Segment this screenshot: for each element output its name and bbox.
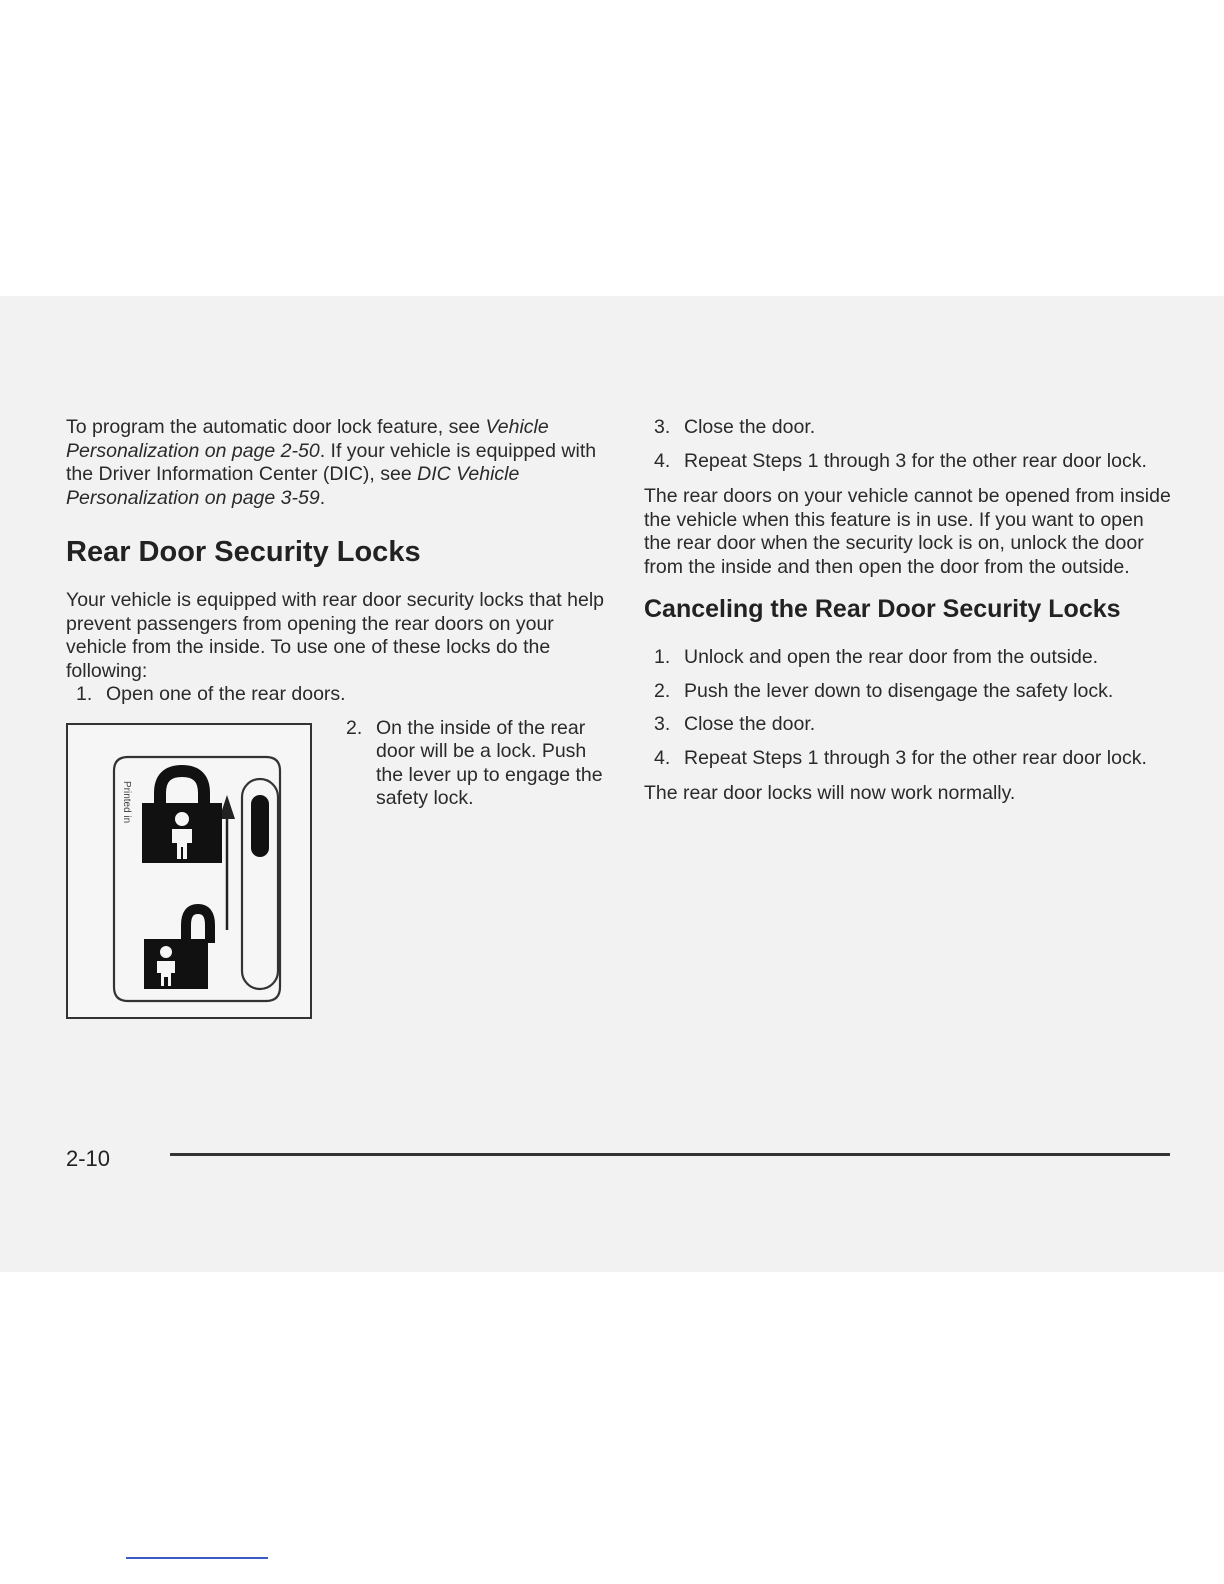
- step-item: [346, 717, 606, 811]
- step-text: Open one of the rear doors.: [106, 683, 346, 705]
- step-item: [644, 646, 1174, 670]
- step-number: 2.: [346, 716, 363, 739]
- step-text: Push the lever down to disengage the safety lock.: [684, 679, 1114, 702]
- intro-paragraph: [66, 416, 606, 510]
- vehicle-personalization-reference[interactable]: Vehicle Personalization on page 2-50: [66, 416, 549, 462]
- section-heading-rear-door-security-locks: Rear Door Security Locks: [66, 536, 421, 568]
- child-lock-diagram: [68, 725, 310, 1017]
- page-number: 2-10: [66, 1146, 111, 1171]
- step-text: Close the door.: [684, 713, 816, 735]
- lever-knob: [251, 795, 269, 857]
- right-column: [644, 416, 1174, 806]
- normal-operation-note: The rear door locks will now work normally.: [644, 782, 1016, 804]
- step-number: 4.: [654, 449, 671, 472]
- step-list: [644, 416, 1174, 473]
- intro-text-end: .: [319, 486, 326, 509]
- dic-personalization-reference[interactable]: DIC Vehicle Personalization on page 3-59: [66, 463, 520, 509]
- step-item: [644, 680, 1174, 704]
- step-item: [66, 683, 606, 707]
- step-number: 1.: [654, 646, 671, 668]
- step-item: [644, 747, 1174, 771]
- step-number: 3.: [654, 416, 671, 438]
- printed-in-caption: Printed in: [121, 780, 132, 823]
- locked-padlock-icon: [142, 771, 222, 863]
- step-item: [644, 450, 1174, 474]
- step-text: Unlock and open the rear door from the outside.: [684, 646, 1099, 668]
- step-number: 1.: [76, 683, 93, 705]
- step-text: On the inside of the rear door will be a lock. Push the lever up to engage the safety lock.: [376, 716, 603, 809]
- child-lock-illustration: [66, 723, 312, 1019]
- step-number: 2.: [654, 679, 671, 702]
- step-list: [66, 683, 606, 707]
- step-text: Repeat Steps 1 through 3 for the other rear door lock.: [684, 449, 1147, 472]
- section-heading-canceling-locks: Canceling the Rear Door Security Locks: [644, 595, 1121, 623]
- left-column: [66, 416, 606, 1027]
- step-number: 4.: [654, 746, 671, 769]
- intro-text-middle: . If your vehicle is equipped with the Driver Information Center (DIC), see: [66, 439, 597, 485]
- link-underline[interactable]: [126, 1557, 268, 1559]
- step-item: [644, 416, 1174, 440]
- footer-divider: [170, 1153, 1170, 1156]
- section-intro-paragraph: Your vehicle is equipped with rear door security locks that help prevent passengers from opening the rear doors on your vehicle from the inside. To use one of these locks do the following:: [66, 589, 604, 682]
- security-lock-note: The rear doors on your vehicle cannot be opened from inside the vehicle when this feature is in use. If you want to open the rear door when the security lock is on, unlock the door from the inside and then open the door from the outside.: [644, 485, 1171, 578]
- step-item: [644, 713, 1174, 737]
- intro-text: To program the automatic door lock feature, see: [66, 416, 486, 438]
- figure-row: [66, 717, 606, 1027]
- step-text: Repeat Steps 1 through 3 for the other rear door lock.: [684, 746, 1147, 769]
- step-number: 3.: [654, 713, 671, 735]
- cancel-step-list: [644, 646, 1174, 770]
- unlocked-padlock-icon: [144, 909, 210, 989]
- step-text: Close the door.: [684, 416, 816, 438]
